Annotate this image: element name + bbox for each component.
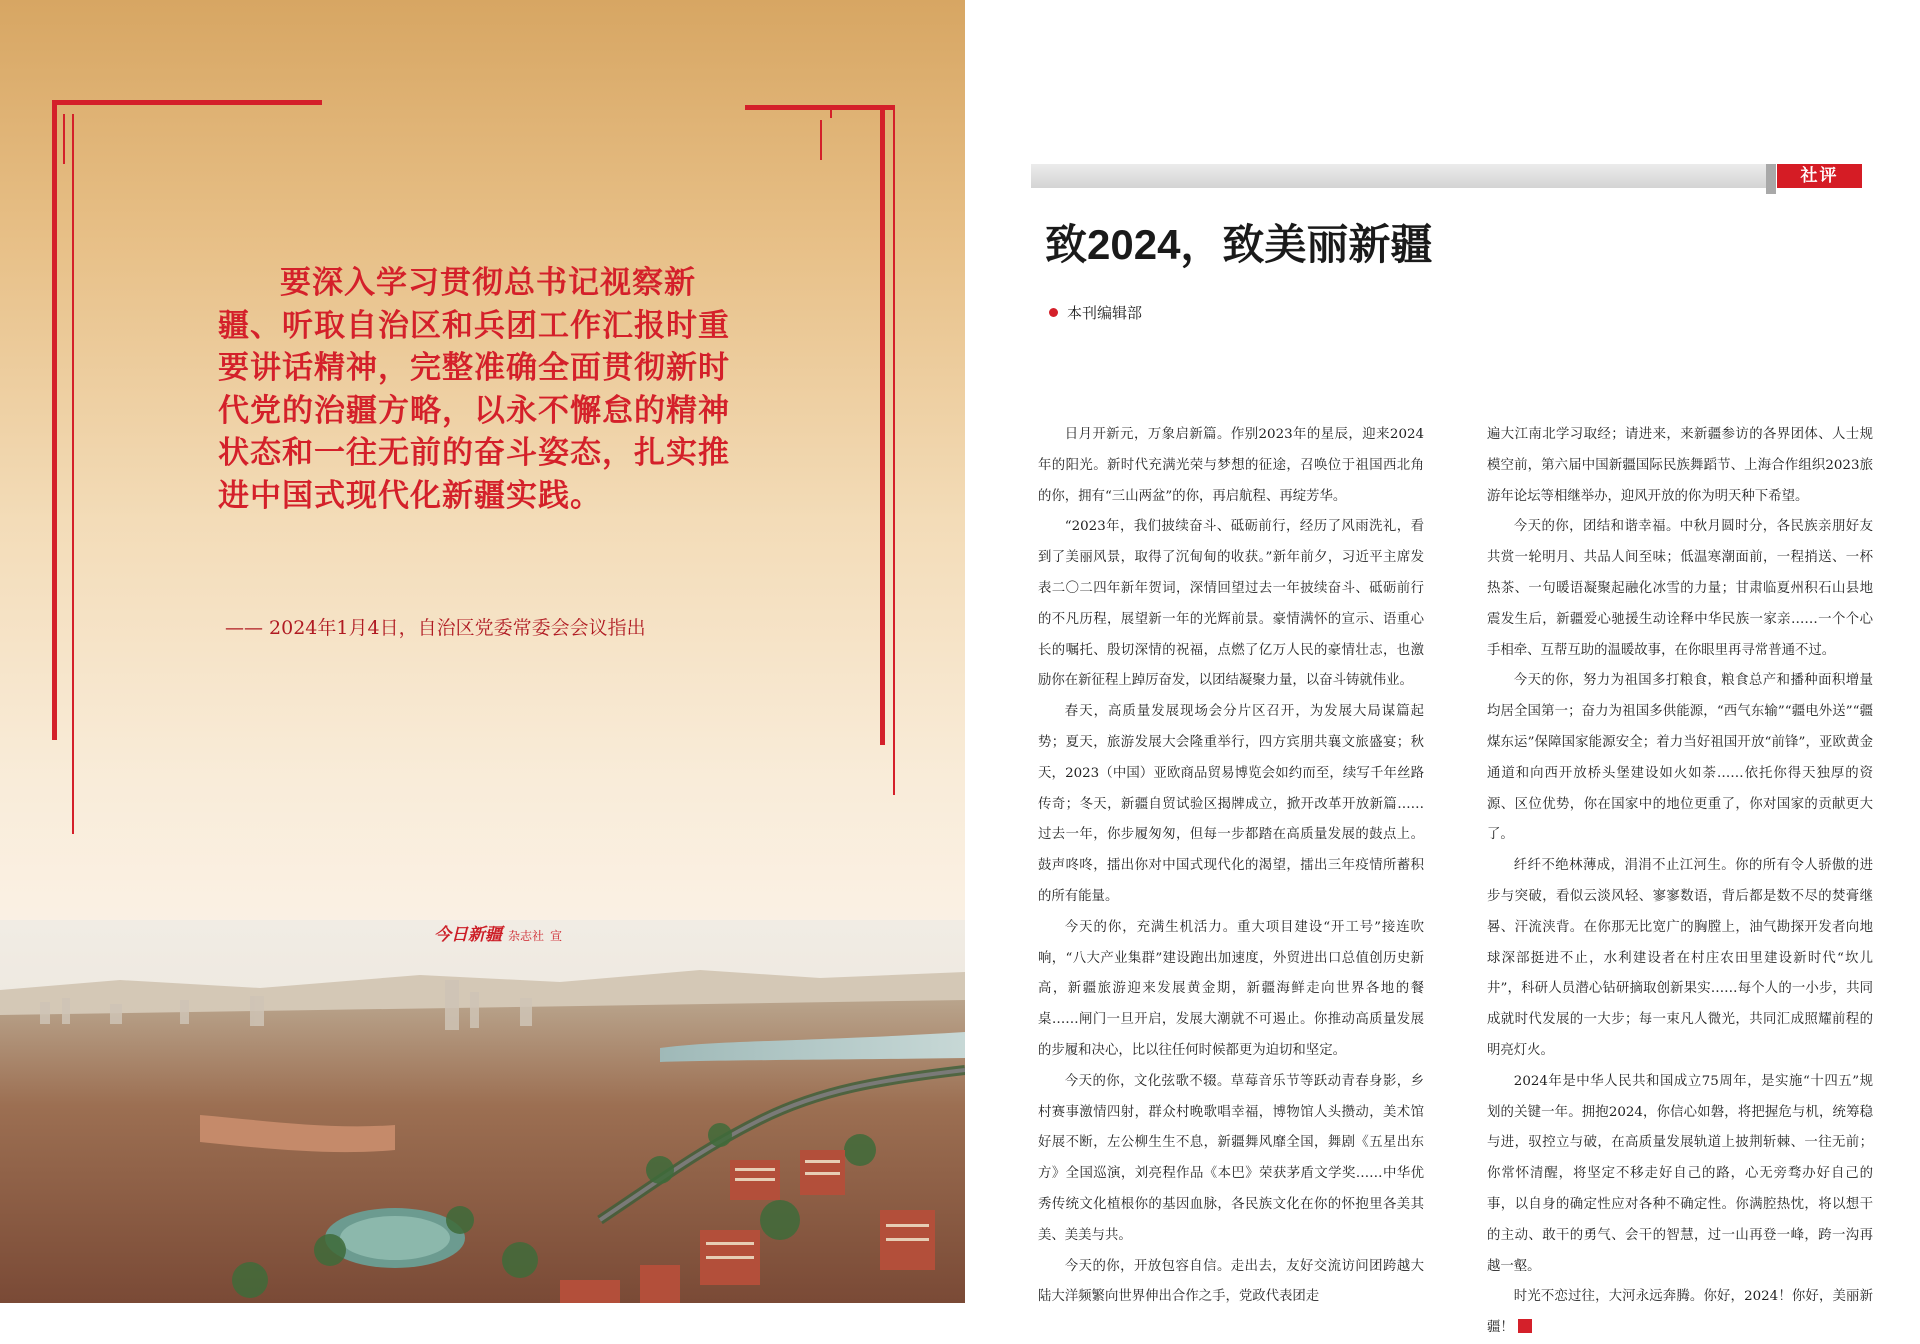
paragraph: 纤纤不绝林薄成，涓涓不止江河生。你的所有令人骄傲的进步与突破，看似云淡风轻、寥寥数语，背后都是数不尽的焚膏继晷、汗流浃背。在你那无比宽广的胸膛上，油气勘探开发者向地球深部挺进不止，水利建设者在村庄农田里建设新时代“坎儿井”，科研人员潜心钻研摘取创新果实……每个人的一小步，共同成就时代发展的一大步；每一束凡人微光，共同汇成照耀前程的明亮灯火。 [1487, 858, 1873, 1058]
paragraph: 今天的你，团结和谐幸福。中秋月圆时分，各民族亲朋好友共赏一轮明月、共品人间至味；低温寒潮面前，一程捎送、一杯热茶、一句暖语凝聚起融化冰雪的力量；甘肃临夏州积石山县地震发生后，新疆爱心驰援生动诠释中华民族一家亲……一个个心手相牵、互帮互助的温暖故事，在你眼里再寻常普通不过。 [1487, 519, 1873, 658]
closing-text: 时光不恋过往，大河永远奔腾。你好，2024！你好，美丽新疆！ [1487, 1289, 1873, 1336]
bullet-icon [1049, 308, 1058, 317]
sponsor-line [434, 920, 562, 945]
paragraph: 2024年是中华人民共和国成立75周年，是实施“十四五”规划的关键一年。拥抱2024，你信心如磐，将把握危与机，统筹稳与进，驭控立与破，在高质量发展轨道上披荆斩棘、一往无前；你常怀清醒，将坚定不移走好自己的路，心无旁骛办好自己的事，以自身的确定性应对各种不确定性。你满腔热忱，将以想干的主动、敢干的勇气、会干的智慧，过一山再登一峰，跨一沟再越一壑。 [1487, 1073, 1873, 1274]
paragraph: 日月开新元，万象启新篇。作别2023年的星辰，迎来2024年的阳光。新时代充满光荣与梦想的征途，召唤位于祖国西北角的你，拥有“三山两盆”的你，再启航程、再绽芳华。 [1038, 427, 1424, 504]
right-page [965, 0, 1920, 1336]
paragraph: 今天的你，文化弦歌不辍。草莓音乐节等跃动青春身影，乡村赛事激情四射，群众村晚歌唱幸福，博物馆人头攒动，美术馆好展不断，左公柳生生不息，新疆舞风靡全国，舞剧《五星出东方》全国巡演，刘亮程作品《本巴》荣获茅盾文学奖……中华优秀传统文化植根你的基因血脉，各民族文化在你的怀抱里各美其美、美美与共。 [1038, 1073, 1424, 1243]
paragraph: “2023年，我们披续奋斗、砥砺前行，经历了风雨洗礼，看到了美丽风景，取得了沉甸甸的收获。”新年前夕，习近平主席发表二〇二四年新年贺词，深情回望过去一年披续奋斗、砥砺前行的不凡历程，展望新一年的光辉前景。豪情满怀的宣示、语重心长的嘱托、殷切深情的祝福，点燃了亿万人民的豪情壮志，也激励你在新征程上踔厉奋发，以团结凝聚力量，以奋斗铸就伟业。 [1038, 519, 1424, 689]
paragraph: 今天的你，充满生机活力。重大项目建设“开工号”接连吹响，“八大产业集群”建设跑出加速度，外贸进出口总值创历史新高，新疆旅游迎来发展黄金期，新疆海鲜走向世界各地的餐桌……闸门一旦开启，发展大潮就不可遏止。你推动高质量发展的步履和决心，比以往任何时候都更为迫切和坚定。 [1038, 919, 1424, 1058]
paragraph: 今天的你，开放包容自信。走出去，友好交流访问团跨越大陆大洋频繁向世界伸出合作之手，党政代表团走 [1038, 1258, 1424, 1305]
paragraph: 遍大江南北学习取经；请进来，来新疆参访的各界团体、人士规模空前，第六届中国新疆国际民族舞蹈节、上海合作组织2023旅游年论坛等相继举办，迎风开放的你为明天种下希望。 [1487, 427, 1873, 504]
section-header-bar-edge [1766, 164, 1776, 194]
sponsor-org: 杂志社 [508, 929, 545, 943]
article-column-2 [1487, 420, 1873, 1344]
sponsor-verb: 宣 [550, 929, 563, 943]
section-tag: 社评 [1777, 164, 1862, 188]
end-mark-icon [1518, 1319, 1532, 1333]
author-name: 本刊编辑部 [1067, 304, 1143, 322]
closing-paragraph [1487, 1282, 1873, 1344]
left-page [0, 0, 965, 1303]
article-author [1049, 302, 1142, 323]
article-title: 致2024，致美丽新疆 [1045, 221, 1433, 268]
red-frame-decoration [0, 0, 965, 1303]
magazine-logo: 今日新疆 [434, 925, 502, 945]
paragraph: 春天，高质量发展现场会分片区召开，为发展大局谋篇起势；夏天，旅游发展大会隆重举行，四方宾朋共襄文旅盛宴；秋天，2023（中国）亚欧商品贸易博览会如约而至，续写千年丝路传奇；冬天，新疆自贸试验区揭牌成立，掀开改革开放新篇……过去一年，你步履匆匆，但每一步都踏在高质量发展的鼓点上。鼓声咚咚，擂出你对中国式现代化的渴望，擂出三年疫情所蓄积的所有能量。 [1038, 704, 1424, 904]
quote-text: 要深入学习贯彻总书记视察新疆、听取自治区和兵团工作汇报时重要讲话精神，完整准确全面贯彻新时代党的治疆方略，以永不懈怠的精神状态和一往无前的奋斗姿态，扎实推进中国式现代化新疆实践。 [218, 265, 730, 514]
article-column-1 [1038, 420, 1424, 1313]
section-header-bar [1031, 164, 1769, 188]
quote-attribution: —— 2024年1月4日，自治区党委常委会会议指出 [225, 617, 646, 639]
paragraph: 今天的你，努力为祖国多打粮食，粮食总产和播种面积增量均居全国第一；奋力为祖国多供能源，“西气东输”“疆电外送”“疆煤东运”保障国家能源安全；着力当好祖国开放“前锋”，亚欧黄金通道和向西开放桥头堡建设如火如荼……依托你得天独厚的资源、区位优势，你在国家中的地位更重了，你对国家的贡献更大了。 [1487, 673, 1873, 843]
